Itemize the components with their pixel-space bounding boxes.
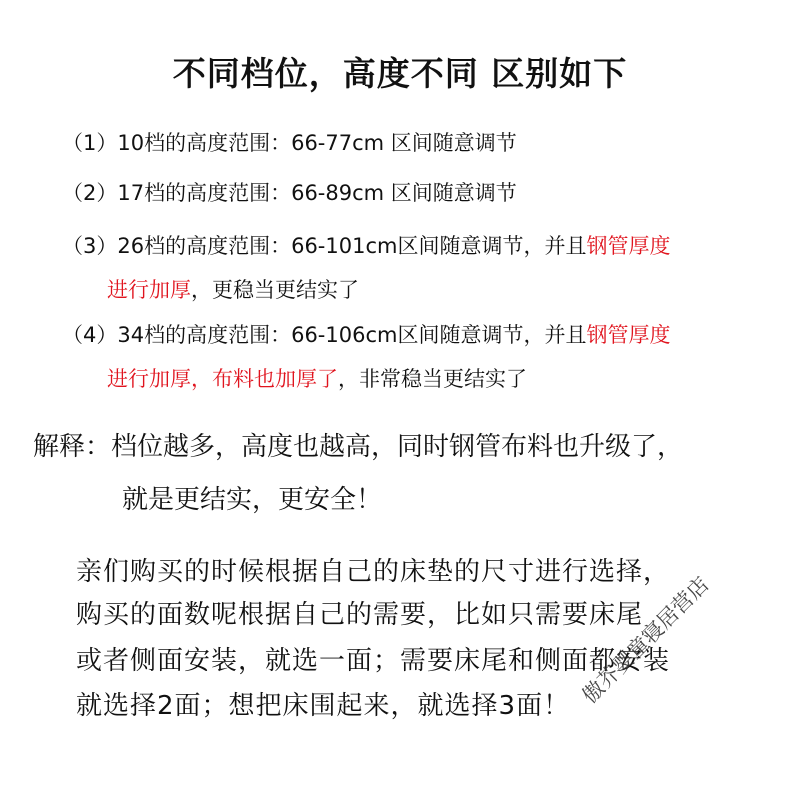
spec-item-34-line2 <box>107 369 527 390</box>
spec-item-34-line1 <box>62 325 670 346</box>
spec-item-34-text: （4）34档的高度范围：66-106cm区间随意调节，并且 <box>62 323 587 347</box>
spec-item-26-line1 <box>62 236 670 257</box>
spec-item-26-highlight: 钢管厚度 <box>586 234 671 258</box>
spec-item-26-line2 <box>107 280 359 301</box>
spec-item-26-highlight-2: 进行加厚 <box>107 278 191 302</box>
explanation-line-2: 就是更结实，更安全！ <box>122 485 383 515</box>
spec-item-34-suffix: ，非常稳当更结实了 <box>338 367 527 391</box>
spec-item-17: （2）17档的高度范围：66-89cm 区间随意调节 <box>62 181 517 205</box>
explanation-line-1: 解释：档位越多，高度也越高，同时钢管布料也升级了， <box>33 432 684 462</box>
advice-line-2: 购买的面数呢根据自己的需要，比如只需要床尾 <box>76 600 644 630</box>
advice-line-1: 亲们购买的时候根据自己的床垫的尺寸进行选择， <box>76 557 671 587</box>
spec-item-34-highlight: 钢管厚度 <box>586 323 671 347</box>
store-watermark: 傲芥婴童寝居营店 <box>577 572 714 708</box>
advice-line-3: 或者侧面安装，就选一面；需要床尾和侧面都安装 <box>76 646 671 676</box>
spec-item-26-suffix: ，更稳当更结实了 <box>191 278 359 302</box>
spec-item-10: （1）10档的高度范围：66-77cm 区间随意调节 <box>62 131 517 155</box>
page-title: 不同档位，高度不同 区别如下 <box>172 54 628 93</box>
spec-item-34-highlight-2: 进行加厚，布料也加厚了 <box>107 367 338 391</box>
advice-line-4: 就选择2面；想把床围起来，就选择3面！ <box>76 691 571 721</box>
spec-item-26-text: （3）26档的高度范围：66-101cm区间随意调节，并且 <box>62 234 587 258</box>
